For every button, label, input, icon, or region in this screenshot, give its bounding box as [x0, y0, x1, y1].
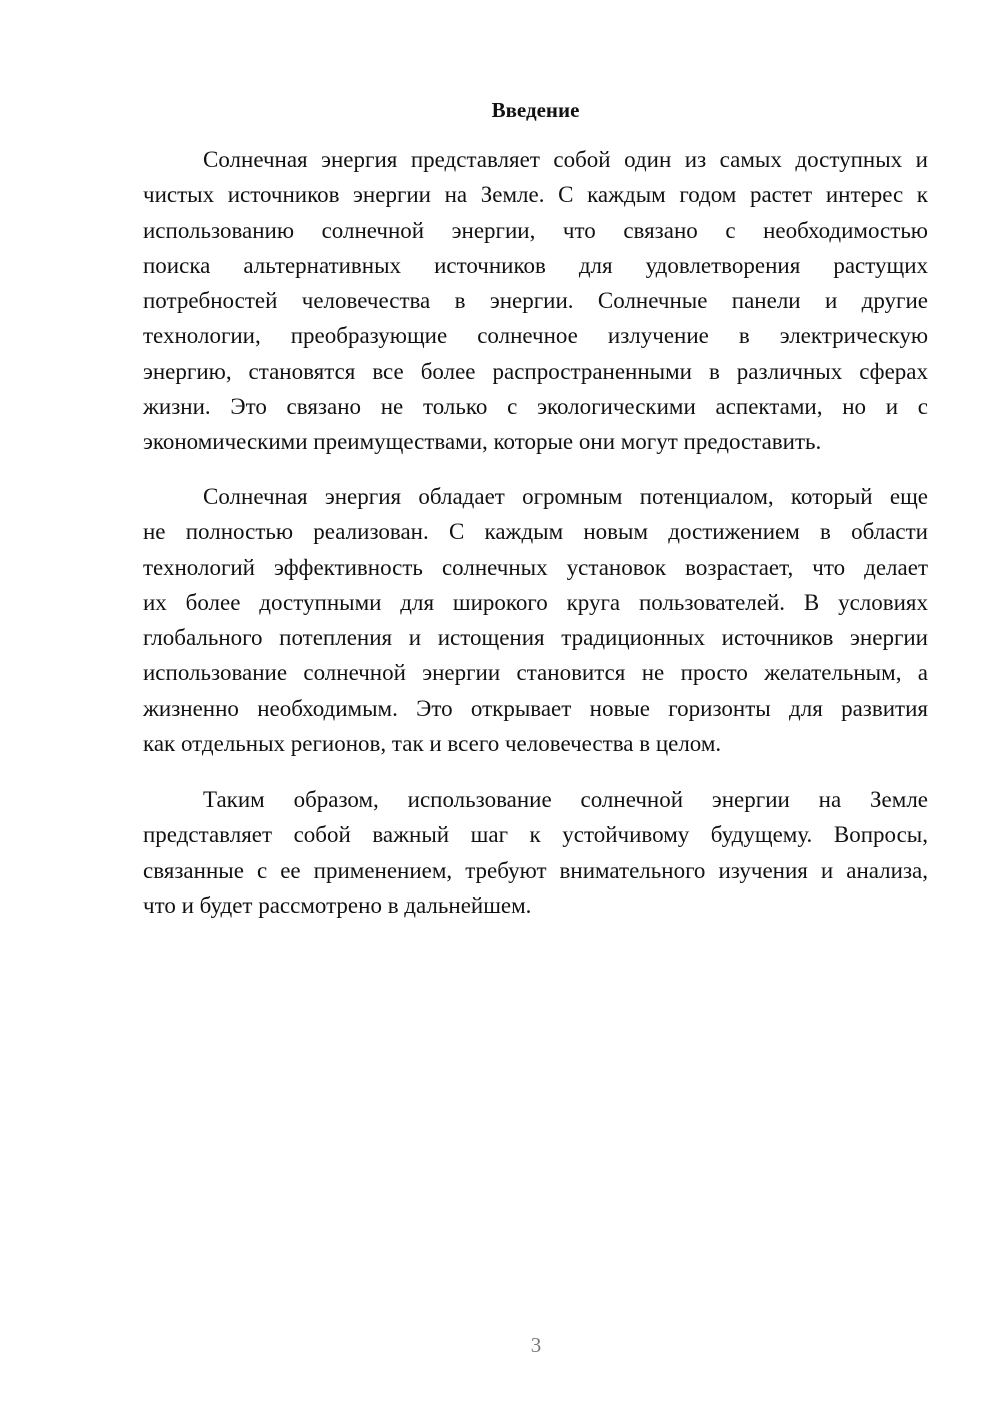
text-line: энергию, становятся все более распространенными в различных сферах	[143, 358, 928, 384]
text-line: технологий эффективность солнечных установок возрастает, что делает	[143, 554, 928, 580]
text-line: использованию солнечной энергии, что связано с необходимостью	[143, 217, 928, 243]
text-line: жизненно необходимым. Это открывает новые горизонты для развития	[143, 695, 928, 721]
text-line: потребностей человечества в энергии. Солнечные панели и другие	[143, 288, 928, 313]
text-line: поиска альтернативных источников для удовлетворения растущих	[143, 252, 928, 278]
paragraph-1	[143, 142, 928, 459]
text-line: их более доступными для широкого круга пользователей. В условиях	[143, 589, 928, 615]
text-line: представляет собой важный шаг к устойчивому будущему. Вопросы,	[143, 822, 928, 848]
page-number: 3	[530, 1333, 542, 1357]
text-line: экономическими преимуществами, которые они могут предоставить.	[143, 429, 822, 454]
text-line: использование солнечной энергии становится не просто желательным, а	[143, 660, 928, 686]
text-line: связанные с ее применением, требуют внимательного изучения и анализа,	[143, 857, 928, 883]
text-line: Таким образом, использование солнечной энергии на Земле	[203, 787, 928, 812]
section-title: Введение	[491, 98, 580, 122]
text-line: Солнечная энергия обладает огромным потенциалом, который еще	[203, 484, 928, 509]
text-line: как отдельных регионов, так и всего человечества в целом.	[143, 730, 722, 756]
text-line: чистых источников энергии на Земле. С каждым годом растет интерес к	[143, 182, 928, 208]
paragraph-2	[143, 479, 928, 761]
text-line: жизни. Это связано не только с экологическими аспектами, но и с	[143, 393, 928, 419]
paragraph-3	[143, 782, 928, 923]
text-line: Солнечная энергия представляет собой один из самых доступных и	[203, 147, 928, 172]
text-line: технологии, преобразующие солнечное излучение в электрическую	[143, 323, 928, 349]
text-line: глобального потепления и истощения традиционных источников энергии	[143, 625, 928, 650]
text-line: что и будет рассмотрено в дальнейшем.	[143, 892, 532, 918]
text-line: не полностью реализован. С каждым новым достижением в области	[143, 519, 928, 545]
